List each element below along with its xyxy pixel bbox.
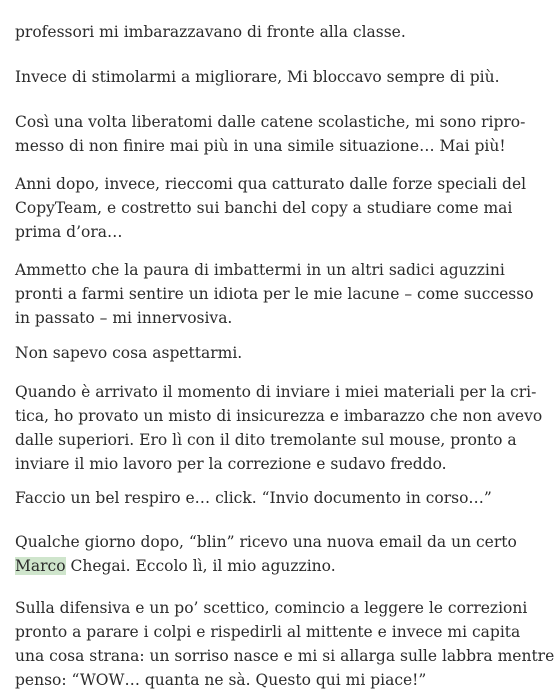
- paragraph: [15, 341, 465, 365]
- paragraph: [15, 486, 492, 510]
- paragraph: [15, 65, 500, 89]
- text-line: pronto a parare i colpi e rispedirli al mittente e invece mi capita: [15, 623, 521, 641]
- paragraph: [15, 596, 554, 692]
- text-line: Ammetto che la paura di imbattermi in un altri sadici aguzzini: [15, 261, 505, 279]
- text-line: tica, ho provato un misto di insicurezza e imbarazzo che non avevo: [15, 407, 543, 425]
- text-line: inviare il mio lavoro per la correzione e sudavo freddo.: [15, 455, 447, 473]
- highlighted-word[interactable]: Marco: [15, 557, 66, 575]
- text-line: Anni dopo, invece, rieccomi qua catturato dalle forze speciali del: [15, 175, 527, 193]
- text-line: Non sapevo cosa aspettarmi.: [15, 344, 243, 362]
- paragraph: [15, 258, 534, 330]
- text-line: Qualche giorno dopo, “blin” ricevo una nuova email da un certo: [15, 533, 517, 551]
- text-line: Invece di stimolarmi a migliorare, Mi bloccavo sempre di più.: [15, 68, 500, 86]
- text-line: [15, 554, 465, 578]
- text-line: prima d’ora…: [15, 223, 123, 241]
- text-line: messo di non finire mai più in una simile situazione… Mai più!: [15, 137, 506, 155]
- text-line: Quando è arrivato il momento di inviare i miei materiali per la cri-: [15, 383, 537, 401]
- text-line: una cosa strana: un sorriso nasce e mi si allarga sulle labbra mentre: [15, 647, 554, 665]
- paragraph: [15, 110, 526, 158]
- text-line: Così una volta liberatomi dalle catene scolastiche, mi sono ripro-: [15, 113, 526, 131]
- paragraph: [15, 380, 543, 476]
- text-line: Faccio un bel respiro e… click. “Invio documento in corso…”: [15, 489, 492, 507]
- text-line: CopyTeam, e costretto sui banchi del copy a studiare come mai: [15, 199, 513, 217]
- text-line: in passato – mi innervosiva.: [15, 309, 233, 327]
- text-line: Sulla difensiva e un po’ scettico, comincio a leggere le correzioni: [15, 599, 528, 617]
- paragraph: [15, 20, 465, 44]
- paragraph: [15, 530, 517, 578]
- text-line: dalle superiori. Ero lì con il dito tremolante sul mouse, pronto a: [15, 431, 517, 449]
- text-line: penso: “WOW… quanta ne sà. Questo qui mi piace!”: [15, 671, 427, 689]
- paragraph: [15, 172, 527, 244]
- text-line: pronti a farmi sentire un idiota per le mie lacune – come successo: [15, 285, 534, 303]
- text-run: Chegai. Eccolo lì, il mio aguzzino.: [65, 557, 336, 575]
- text-line: professori mi imbarazzavano di fronte alla classe.: [15, 23, 406, 41]
